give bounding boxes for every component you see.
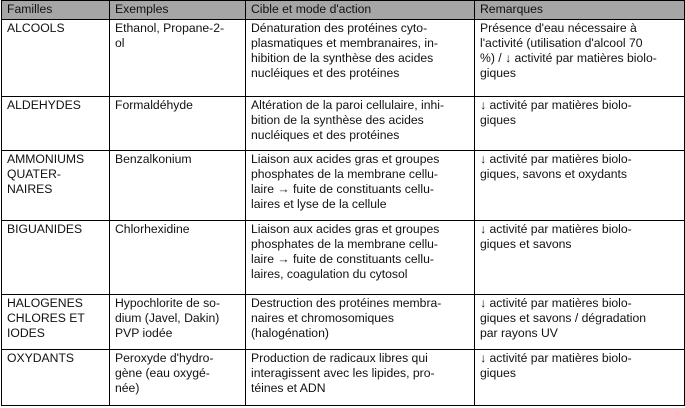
- cell-famille: BIGUANIDES: [2, 221, 110, 295]
- header-row: [2, 1, 685, 20]
- header-remarques: Remarques: [475, 1, 685, 20]
- cell-cible: Altération de la paroi cellulaire, inhi- bition de la synthèse des acides nucléiques et des protéines: [246, 97, 475, 151]
- table-row: [2, 151, 685, 221]
- table-row: [2, 221, 685, 295]
- header-familles: Familles: [2, 1, 110, 20]
- cell-remarques: ↓ activité par matières biolo- giques: [475, 350, 685, 406]
- cell-remarques: ↓ activité par matières biolo- giques et savons: [475, 221, 685, 295]
- antiseptics-table: [1, 0, 685, 406]
- table-row: [2, 97, 685, 151]
- cell-remarques: ↓ activité par matières biolo- giques et savons / dégradation par rayons UV: [475, 295, 685, 350]
- cell-remarques: ↓ activité par matières biolo- giques, savons et oxydants: [475, 151, 685, 221]
- cell-exemples: Ethanol, Propane-2- ol: [110, 20, 246, 97]
- cell-famille: HALOGENES CHLORES ET IODES: [2, 295, 110, 350]
- table-row: [2, 20, 685, 97]
- cell-exemples: Peroxyde d'hydro- gène (eau oxygé- née): [110, 350, 246, 406]
- table-row: [2, 295, 685, 350]
- cell-cible: Liaison aux acides gras et groupes phosphates de la membrane cellu- laire → fuite de constituants cellu- laires et lyse de la cellule: [246, 151, 475, 221]
- cell-cible: Dénaturation des protéines cyto- plasmatiques et membranaires, in- hibition de la synthèse des acides nucléiques et des protéines: [246, 20, 475, 97]
- cell-exemples: Formaldéhyde: [110, 97, 246, 151]
- cell-cible: Production de radicaux libres qui interagissent avec les lipides, pro- téines et ADN: [246, 350, 475, 406]
- cell-remarques: ↓ activité par matières biolo- giques: [475, 97, 685, 151]
- cell-famille: OXYDANTS: [2, 350, 110, 406]
- header-exemples: Exemples: [110, 1, 246, 20]
- cell-exemples: Benzalkonium: [110, 151, 246, 221]
- cell-cible: Destruction des protéines membra- naires et chromosomiques (halogénation): [246, 295, 475, 350]
- cell-famille: AMMONIUMS QUATER- NAIRES: [2, 151, 110, 221]
- table-row: [2, 350, 685, 406]
- cell-famille: ALCOOLS: [2, 20, 110, 97]
- cell-remarques: Présence d'eau nécessaire à l'activité (utilisation d'alcool 70 %) / ↓ activité par matières biolo- giques: [475, 20, 685, 97]
- header-cible: Cible et mode d'action: [246, 1, 475, 20]
- cell-cible: Liaison aux acides gras et groupes phosphates de la membrane cellu- laire → fuite de constituants cellu- laires, coagulation du cytosol: [246, 221, 475, 295]
- cell-exemples: Hypochlorite de so- dium (Javel, Dakin) PVP iodée: [110, 295, 246, 350]
- cell-famille: ALDEHYDES: [2, 97, 110, 151]
- cell-exemples: Chlorhexidine: [110, 221, 246, 295]
